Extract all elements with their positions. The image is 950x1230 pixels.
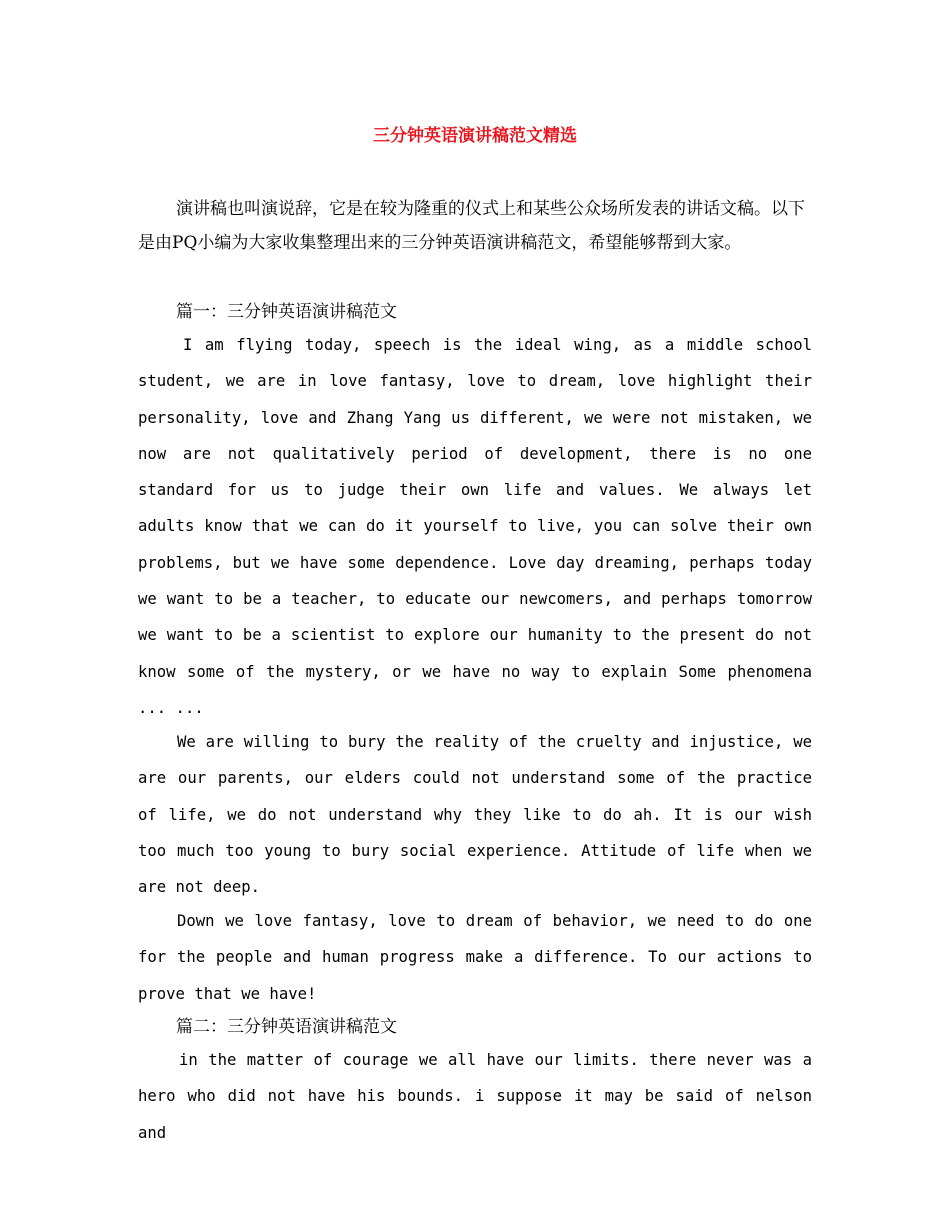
body-paragraph: We are willing to bury the reality of the cruelty and injustice, we are our parents, our elders could not understand some of the practice of life, we do not understand why they like to do ah. It is our wish too much too young to bury social experience. Attitude of life when we are not deep.: [138, 733, 812, 897]
section-heading-1: 篇一：三分钟英语演讲稿范文: [176, 302, 397, 322]
body-paragraph: I am flying today, speech is the ideal wing, as a middle school student, we are in love fantasy, love to dream, love highlight their personality, love and Zhang Yang us different, we were not mistaken, we now are not qualitatively period of development, there is no one standard for us to judge their own life and values. We always let adults know that we can do it yourself to live, you can solve their own problems, but we have some dependence. Love day dreaming, perhaps today we want to be a teacher, to educate our newcomers, and perhaps tomorrow we want to be a scientist to explore our humanity to the present do not know some of the mystery, or we have no way to explain Some phenomena ... ...: [138, 336, 812, 717]
intro-paragraph: 演讲稿也叫演说辞，它是在较为隆重的仪式上和某些公众场所发表的讲话文稿。以下是由PQ小编为大家收集整理出来的三分钟英语演讲稿范文，希望能够帮到大家。: [138, 199, 805, 253]
body-paragraph: Down we love fantasy, love to dream of behavior, we need to do one for the people and human progress make a difference. To our actions to prove that we have!: [138, 912, 812, 1003]
body-paragraph: in the matter of courage we all have our limits. there never was a hero who did not have his bounds. i suppose it may be said of nelson and: [138, 1051, 812, 1142]
section-heading-2: 篇二：三分钟英语演讲稿范文: [176, 1017, 397, 1037]
document-title: 三分钟英语演讲稿范文精选: [373, 126, 577, 146]
